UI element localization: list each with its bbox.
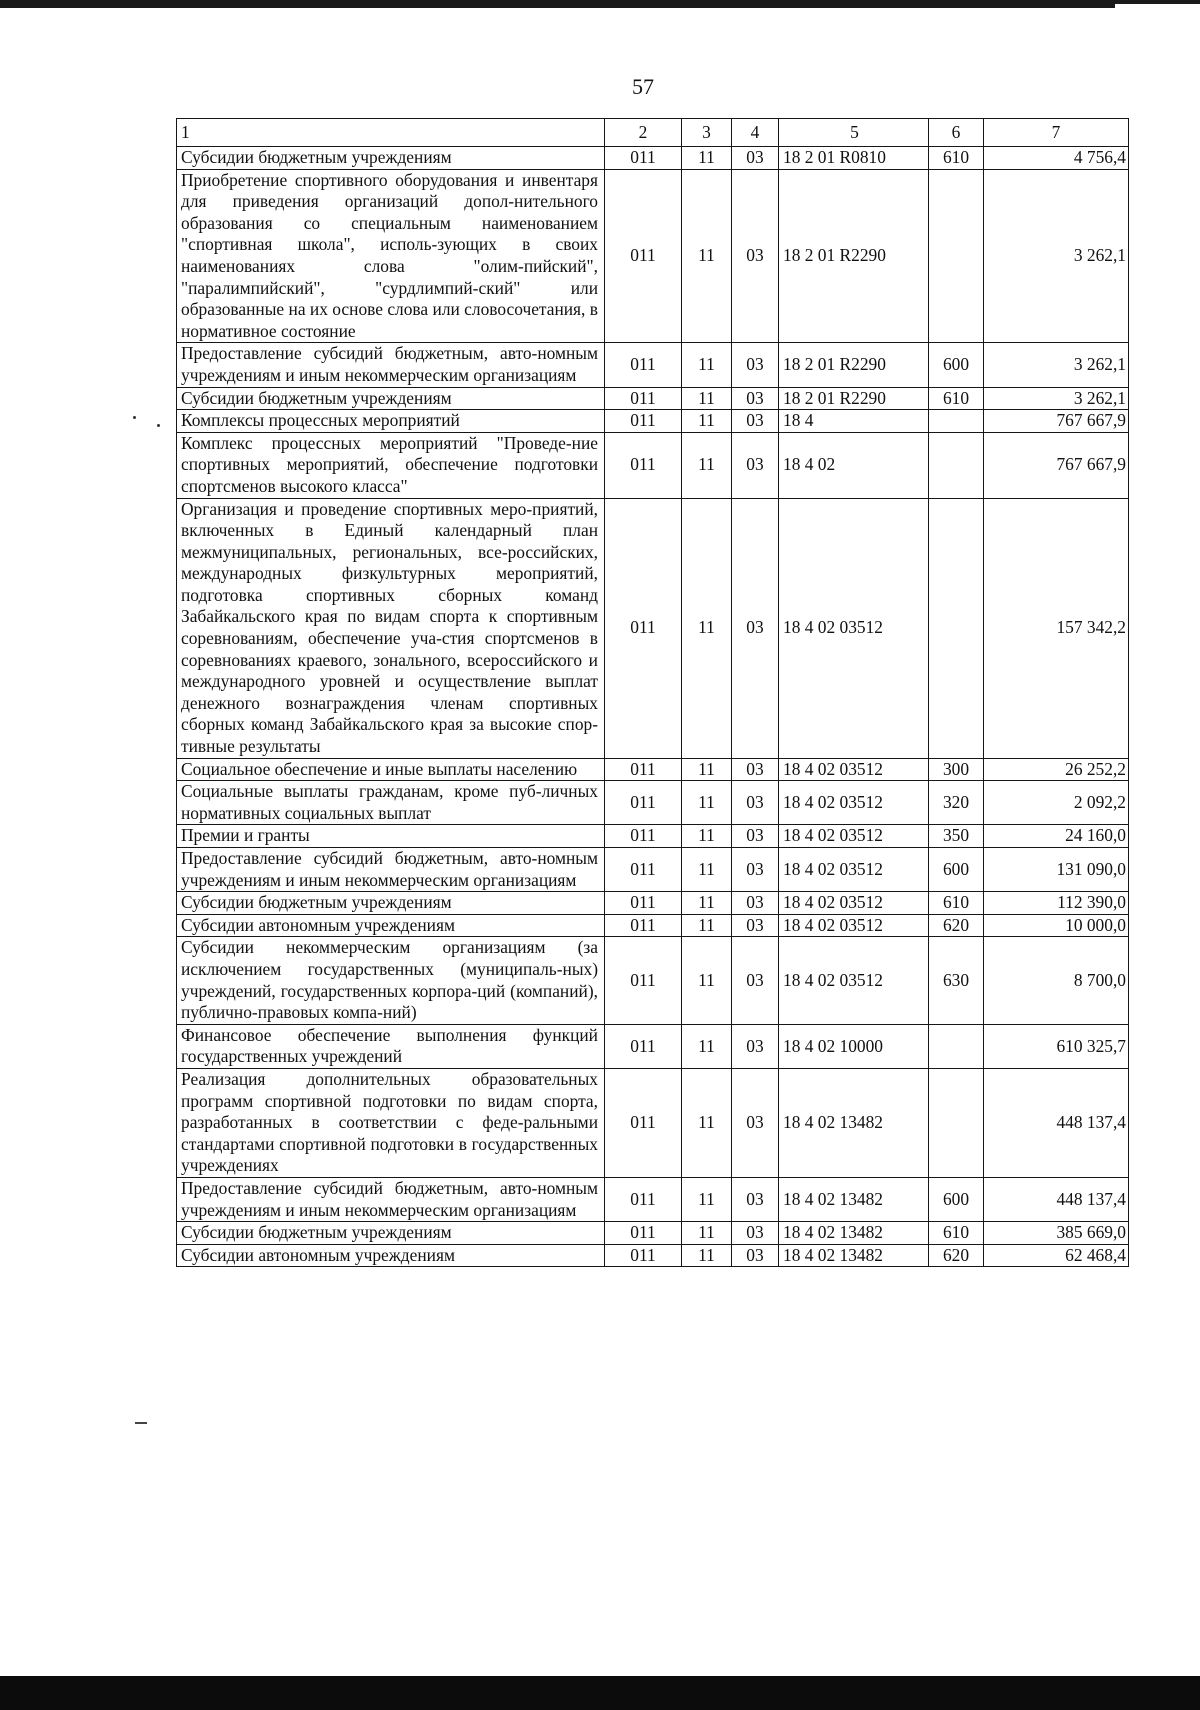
- cell-ministry: 011: [605, 914, 682, 937]
- cell-amount: 157 342,2: [984, 498, 1129, 758]
- cell-subsection: 03: [732, 147, 779, 170]
- cell-expense-type: [929, 498, 984, 758]
- cell-name: Субсидии автономным учреждениям: [177, 914, 605, 937]
- cell-ministry: 011: [605, 1068, 682, 1177]
- cell-ministry: 011: [605, 1177, 682, 1221]
- cell-name: Организация и проведение спортивных меро-приятий, включенных в Единый календарный план межмуниципальных, региональных, все-российских, международных физкультурных мероприятий, подготовка спортивных сборных команд Забайкальского края по видам спорта к спортивным соревнованиям, обеспечение уча-стия спортсменов в соревнованиях краевого, зонального, всероссийского и международного уровней и осуществление выплат денежного вознаграждения членам спортивных сборных команд Забайкальского края за высокие спор-тивные результаты: [177, 498, 605, 758]
- cell-expense-type: [929, 169, 984, 343]
- cell-amount: 112 390,0: [984, 892, 1129, 915]
- header-cell-7: 7: [984, 119, 1129, 147]
- cell-amount: 8 700,0: [984, 937, 1129, 1024]
- cell-subsection: 03: [732, 1244, 779, 1267]
- table-row: [177, 169, 1129, 343]
- cell-ministry: 011: [605, 498, 682, 758]
- cell-target-article: 18 2 01 R2290: [779, 387, 929, 410]
- cell-target-article: 18 4: [779, 410, 929, 433]
- cell-target-article: 18 4 02 13482: [779, 1222, 929, 1245]
- cell-ministry: 011: [605, 937, 682, 1024]
- cell-amount: 131 090,0: [984, 848, 1129, 892]
- cell-ministry: 011: [605, 387, 682, 410]
- cell-subsection: 03: [732, 892, 779, 915]
- cell-amount: 767 667,9: [984, 432, 1129, 498]
- cell-section: 11: [682, 825, 732, 848]
- cell-subsection: 03: [732, 758, 779, 781]
- cell-expense-type: 630: [929, 937, 984, 1024]
- scan-speck: [133, 416, 136, 419]
- table-row: [177, 410, 1129, 433]
- table-row: [177, 1244, 1129, 1267]
- cell-amount: 2 092,2: [984, 781, 1129, 825]
- cell-name: Субсидии автономным учреждениям: [177, 1244, 605, 1267]
- cell-expense-type: 610: [929, 1222, 984, 1245]
- cell-ministry: 011: [605, 410, 682, 433]
- cell-subsection: 03: [732, 410, 779, 433]
- cell-subsection: 03: [732, 914, 779, 937]
- table-row: [177, 1024, 1129, 1068]
- cell-section: 11: [682, 169, 732, 343]
- cell-section: 11: [682, 758, 732, 781]
- cell-section: 11: [682, 410, 732, 433]
- cell-expense-type: 620: [929, 914, 984, 937]
- cell-amount: 448 137,4: [984, 1068, 1129, 1177]
- cell-expense-type: 600: [929, 343, 984, 387]
- scan-speck: [157, 424, 160, 427]
- cell-section: 11: [682, 937, 732, 1024]
- cell-expense-type: 600: [929, 848, 984, 892]
- cell-name: Предоставление субсидий бюджетным, авто-номным учреждениям и иным некоммерческим организациям: [177, 343, 605, 387]
- cell-subsection: 03: [732, 937, 779, 1024]
- cell-name: Финансовое обеспечение выполнения функций государственных учреждений: [177, 1024, 605, 1068]
- header-cell-5: 5: [779, 119, 929, 147]
- cell-name: Субсидии бюджетным учреждениям: [177, 892, 605, 915]
- cell-expense-type: 600: [929, 1177, 984, 1221]
- cell-target-article: 18 4 02 03512: [779, 937, 929, 1024]
- cell-ministry: 011: [605, 1024, 682, 1068]
- header-cell-6: 6: [929, 119, 984, 147]
- scan-bottom-band: [0, 1676, 1200, 1710]
- table-body: [177, 119, 1129, 1267]
- cell-ministry: 011: [605, 758, 682, 781]
- table-row: [177, 1177, 1129, 1221]
- table-row: [177, 1222, 1129, 1245]
- cell-target-article: 18 4 02 03512: [779, 825, 929, 848]
- cell-name: Субсидии бюджетным учреждениям: [177, 387, 605, 410]
- cell-target-article: 18 4 02 10000: [779, 1024, 929, 1068]
- table-row: [177, 147, 1129, 170]
- cell-subsection: 03: [732, 781, 779, 825]
- cell-section: 11: [682, 914, 732, 937]
- cell-section: 11: [682, 1244, 732, 1267]
- cell-section: 11: [682, 343, 732, 387]
- header-cell-1: 1: [177, 119, 605, 147]
- cell-ministry: 011: [605, 1222, 682, 1245]
- cell-name: Предоставление субсидий бюджетным, авто-номным учреждениям и иным некоммерческим организациям: [177, 1177, 605, 1221]
- cell-amount: 610 325,7: [984, 1024, 1129, 1068]
- cell-target-article: 18 2 01 R2290: [779, 343, 929, 387]
- cell-target-article: 18 4 02 03512: [779, 498, 929, 758]
- cell-target-article: 18 4 02 13482: [779, 1177, 929, 1221]
- cell-subsection: 03: [732, 343, 779, 387]
- cell-section: 11: [682, 432, 732, 498]
- cell-amount: 3 262,1: [984, 343, 1129, 387]
- cell-section: 11: [682, 147, 732, 170]
- cell-amount: 26 252,2: [984, 758, 1129, 781]
- cell-ministry: 011: [605, 343, 682, 387]
- cell-subsection: 03: [732, 1024, 779, 1068]
- table-row: [177, 914, 1129, 937]
- cell-subsection: 03: [732, 1222, 779, 1245]
- table-row: [177, 387, 1129, 410]
- cell-name: Субсидии бюджетным учреждениям: [177, 147, 605, 170]
- cell-amount: 24 160,0: [984, 825, 1129, 848]
- cell-target-article: 18 4 02 03512: [779, 758, 929, 781]
- cell-expense-type: 610: [929, 147, 984, 170]
- header-cell-3: 3: [682, 119, 732, 147]
- cell-name: Субсидии бюджетным учреждениям: [177, 1222, 605, 1245]
- cell-name: Субсидии некоммерческим организациям (за исключением государственных (муниципаль-ных) учреждений, государственных корпора-ций (компаний), публично-правовых компа-ний): [177, 937, 605, 1024]
- cell-expense-type: 300: [929, 758, 984, 781]
- table-row: [177, 937, 1129, 1024]
- cell-subsection: 03: [732, 1068, 779, 1177]
- cell-target-article: 18 4 02: [779, 432, 929, 498]
- cell-subsection: 03: [732, 498, 779, 758]
- cell-name: Комплекс процессных мероприятий "Проведе-ние спортивных мероприятий, обеспечение подготовки спортсменов высокого класса": [177, 432, 605, 498]
- table-row: [177, 432, 1129, 498]
- cell-target-article: 18 4 02 03512: [779, 914, 929, 937]
- cell-name: Социальные выплаты гражданам, кроме пуб-личных нормативных социальных выплат: [177, 781, 605, 825]
- cell-ministry: 011: [605, 781, 682, 825]
- table-row: [177, 1068, 1129, 1177]
- cell-section: 11: [682, 1068, 732, 1177]
- cell-expense-type: 610: [929, 387, 984, 410]
- cell-section: 11: [682, 892, 732, 915]
- cell-expense-type: [929, 1024, 984, 1068]
- table-row: [177, 758, 1129, 781]
- cell-name: Социальное обеспечение и иные выплаты населению: [177, 758, 605, 781]
- cell-amount: 10 000,0: [984, 914, 1129, 937]
- cell-name: Предоставление субсидий бюджетным, авто-номным учреждениям и иным некоммерческим организациям: [177, 848, 605, 892]
- cell-subsection: 03: [732, 432, 779, 498]
- cell-expense-type: 610: [929, 892, 984, 915]
- cell-ministry: 011: [605, 825, 682, 848]
- cell-section: 11: [682, 781, 732, 825]
- cell-ministry: 011: [605, 169, 682, 343]
- cell-target-article: 18 4 02 03512: [779, 892, 929, 915]
- table-header-row: [177, 119, 1129, 147]
- table-row: [177, 848, 1129, 892]
- cell-ministry: 011: [605, 848, 682, 892]
- cell-name: Премии и гранты: [177, 825, 605, 848]
- page-number: 57: [632, 74, 654, 99]
- cell-ministry: 011: [605, 147, 682, 170]
- cell-expense-type: 320: [929, 781, 984, 825]
- cell-ministry: 011: [605, 892, 682, 915]
- cell-section: 11: [682, 1177, 732, 1221]
- cell-target-article: 18 2 01 R2290: [779, 169, 929, 343]
- scan-top-border-inner: [0, 4, 1115, 8]
- cell-amount: 4 756,4: [984, 147, 1129, 170]
- cell-ministry: 011: [605, 1244, 682, 1267]
- cell-subsection: 03: [732, 387, 779, 410]
- cell-expense-type: [929, 432, 984, 498]
- cell-expense-type: [929, 410, 984, 433]
- cell-target-article: 18 4 02 13482: [779, 1068, 929, 1177]
- cell-expense-type: 350: [929, 825, 984, 848]
- table-row: [177, 781, 1129, 825]
- cell-target-article: 18 2 01 R0810: [779, 147, 929, 170]
- cell-section: 11: [682, 1024, 732, 1068]
- cell-section: 11: [682, 848, 732, 892]
- cell-expense-type: 620: [929, 1244, 984, 1267]
- cell-subsection: 03: [732, 825, 779, 848]
- cell-ministry: 011: [605, 432, 682, 498]
- cell-subsection: 03: [732, 169, 779, 343]
- cell-amount: 62 468,4: [984, 1244, 1129, 1267]
- cell-amount: 3 262,1: [984, 169, 1129, 343]
- cell-target-article: 18 4 02 03512: [779, 781, 929, 825]
- cell-section: 11: [682, 387, 732, 410]
- cell-name: Комплексы процессных мероприятий: [177, 410, 605, 433]
- scan-dash: [135, 1422, 147, 1424]
- cell-subsection: 03: [732, 848, 779, 892]
- cell-expense-type: [929, 1068, 984, 1177]
- cell-subsection: 03: [732, 1177, 779, 1221]
- cell-target-article: 18 4 02 13482: [779, 1244, 929, 1267]
- table-row: [177, 825, 1129, 848]
- cell-amount: 385 669,0: [984, 1222, 1129, 1245]
- budget-table: [176, 118, 1129, 1267]
- header-cell-2: 2: [605, 119, 682, 147]
- cell-amount: 3 262,1: [984, 387, 1129, 410]
- cell-name: Реализация дополнительных образовательных программ спортивной подготовки по видам спорта, разработанных в соответствии с феде-ральными стандартами спортивной подготовки в государственных учреждениях: [177, 1068, 605, 1177]
- table-row: [177, 498, 1129, 758]
- cell-amount: 448 137,4: [984, 1177, 1129, 1221]
- cell-target-article: 18 4 02 03512: [779, 848, 929, 892]
- cell-amount: 767 667,9: [984, 410, 1129, 433]
- cell-name: Приобретение спортивного оборудования и инвентаря для приведения организаций допол-нительного образования со специальным наименованием "спортивная школа", исполь-зующих в своих наименованиях слова "олим-пийский", "паралимпийский", "сурдлимпий-ский" или образованные на их основе слова или словосочетания, в нормативное состояние: [177, 169, 605, 343]
- table-row: [177, 343, 1129, 387]
- header-cell-4: 4: [732, 119, 779, 147]
- table-row: [177, 892, 1129, 915]
- cell-section: 11: [682, 498, 732, 758]
- cell-section: 11: [682, 1222, 732, 1245]
